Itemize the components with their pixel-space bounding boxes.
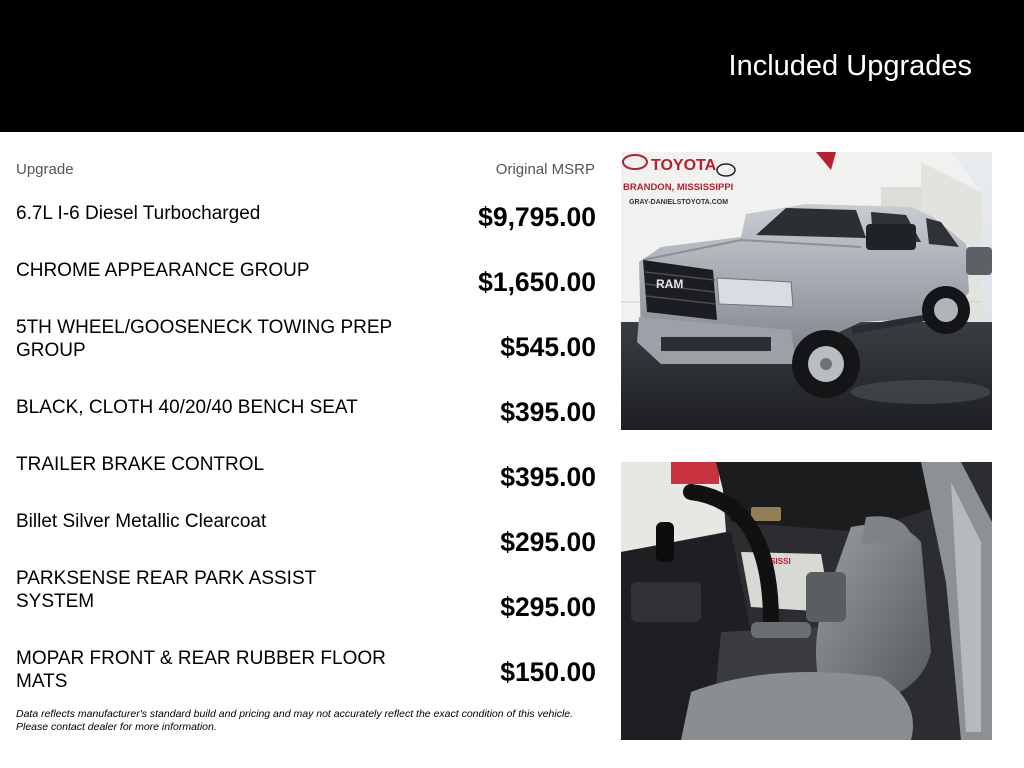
- sign-url-text: GRAY-DANIELSTOYOTA.COM: [629, 199, 729, 206]
- upgrade-name: CHROME APPEARANCE GROUP: [16, 260, 310, 281]
- upgrade-row: [0, 257, 620, 322]
- upgrade-name: MOPAR FRONT & REAR RUBBER FLOOR MATS: [16, 648, 386, 692]
- upgrade-name: BLACK, CLOTH 40/20/40 BENCH SEAT: [16, 397, 358, 418]
- upgrade-name: 6.7L I-6 Diesel Turbocharged: [16, 203, 261, 224]
- column-header-msrp: Original MSRP: [495, 161, 595, 178]
- sign-city-text: BRANDON, MISSISSIPPI: [623, 182, 734, 193]
- header-bar: [0, 0, 1024, 132]
- upgrade-row: [0, 508, 620, 573]
- upgrade-name: Billet Silver Metallic Clearcoat: [16, 511, 267, 532]
- upgrade-row: [0, 314, 620, 379]
- upgrade-price: $545.00: [500, 332, 596, 362]
- upgrade-price: $1,650.00: [478, 267, 596, 297]
- sign-brand-text: TOYOTA: [651, 157, 717, 174]
- disclaimer-line-1: Data reflects manufacturer's standard build and pricing and may not accurately reflect the exact condition of this vehicle.: [16, 708, 574, 720]
- truck-interior-photo: [621, 462, 992, 740]
- sign-through-window: MISSISSI: [756, 557, 791, 566]
- upgrade-row: [0, 645, 620, 710]
- upgrade-name: 5TH WHEEL/GOOSENECK TOWING PREP GROUP: [16, 317, 392, 361]
- upgrade-row: [0, 451, 620, 516]
- upgrade-price: $9,795.00: [478, 202, 596, 232]
- truck-exterior-photo: [621, 152, 992, 430]
- page-title: Included Upgrades: [728, 50, 972, 82]
- upgrade-row: [0, 394, 620, 459]
- upgrade-price: $395.00: [500, 462, 596, 492]
- upgrade-row: [0, 200, 620, 265]
- grille-badge-text: RAM: [656, 277, 684, 291]
- upgrade-price: $295.00: [500, 527, 596, 557]
- upgrade-name: TRAILER BRAKE CONTROL: [16, 454, 265, 475]
- disclaimer: [16, 708, 616, 733]
- upgrade-price: $150.00: [500, 657, 596, 687]
- upgrade-row: [0, 565, 620, 630]
- disclaimer-line-2: Please contact dealer for more information.: [16, 720, 217, 733]
- column-header-upgrade: Upgrade: [16, 161, 74, 178]
- upgrade-price: $395.00: [500, 397, 596, 427]
- upgrade-name: PARKSENSE REAR PARK ASSIST SYSTEM: [16, 568, 316, 612]
- upgrade-price: $295.00: [500, 592, 596, 622]
